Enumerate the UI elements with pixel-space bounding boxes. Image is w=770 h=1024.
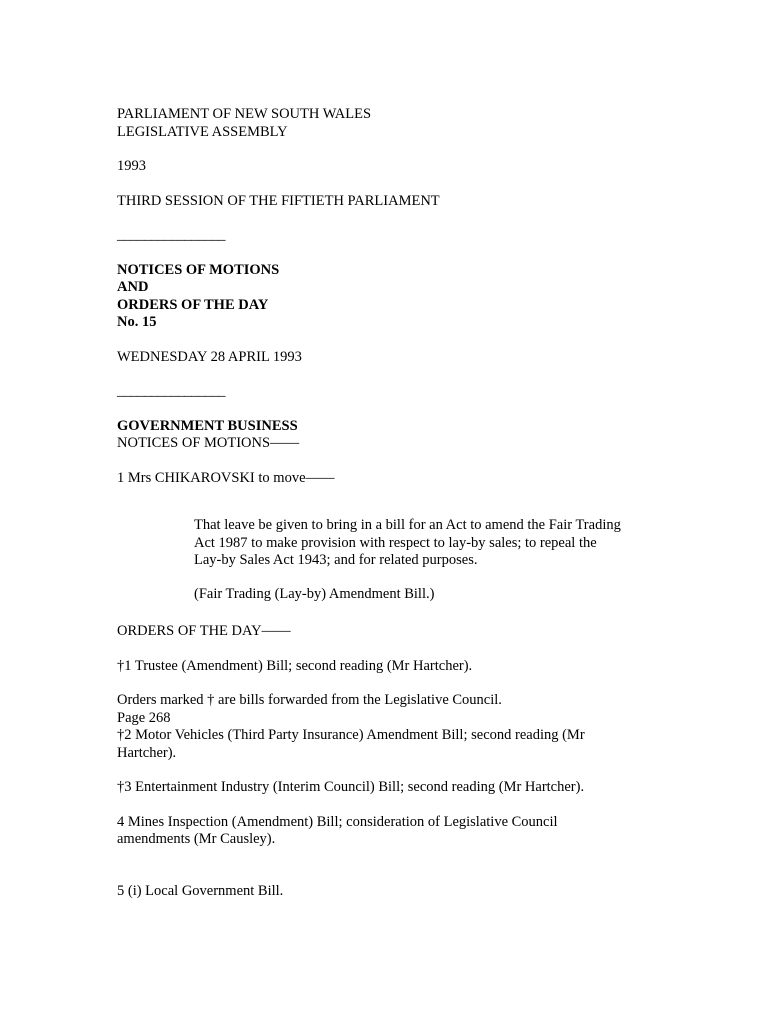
separator-rule-2: ________________ xyxy=(117,383,225,399)
title-orders: ORDERS OF THE DAY xyxy=(117,296,269,313)
house-name: LEGISLATIVE ASSEMBLY xyxy=(117,123,288,140)
motion-body-line: That leave be given to bring in a bill for an Act to amend the Fair Trading xyxy=(194,517,621,533)
order-item: †1 Trustee (Amendment) Bill; second reading (Mr Hartcher). xyxy=(117,657,473,674)
orders-heading: ORDERS OF THE DAY—— xyxy=(117,623,291,639)
section-heading: GOVERNMENT BUSINESS xyxy=(117,417,298,434)
notices-heading: NOTICES OF MOTIONS—— xyxy=(117,435,300,451)
motion-intro: 1 Mrs CHIKAROVSKI to move—— xyxy=(117,469,335,486)
motion-body-line: Lay-by Sales Act 1943; and for related purposes. xyxy=(194,552,478,568)
order-item-cont: amendments (Mr Causley). xyxy=(117,831,276,847)
year: 1993 xyxy=(117,158,146,174)
order-item: 4 Mines Inspection (Amendment) Bill; consideration of Legislative Council xyxy=(117,813,558,830)
motion-body-line: Act 1987 to make provision with respect to lay-by sales; to repeal the xyxy=(194,534,597,551)
order-item: †3 Entertainment Industry (Interim Council) Bill; second reading (Mr Hartcher). xyxy=(117,779,585,795)
title-number: No. 15 xyxy=(117,314,157,330)
document-page xyxy=(117,106,677,900)
page-reference: Page 268 xyxy=(117,709,171,726)
parliament-name: PARLIAMENT OF NEW SOUTH WALES xyxy=(117,106,372,122)
order-item: †2 Motor Vehicles (Third Party Insurance) Amendment Bill; second reading (Mr xyxy=(117,727,585,743)
order-note: Orders marked † are bills forwarded from the Legislative Council. xyxy=(117,692,502,708)
motion-body xyxy=(117,517,677,603)
title-notices: NOTICES OF MOTIONS xyxy=(117,261,280,278)
order-item-cont: Hartcher). xyxy=(117,744,177,761)
title-and: AND xyxy=(117,279,149,295)
order-item: 5 (i) Local Government Bill. xyxy=(117,882,284,899)
sitting-date: WEDNESDAY 28 APRIL 1993 xyxy=(117,348,302,365)
separator-rule: ________________ xyxy=(117,227,225,243)
session-title: THIRD SESSION OF THE FIFTIETH PARLIAMENT xyxy=(117,192,440,209)
motion-bill-title: (Fair Trading (Lay-by) Amendment Bill.) xyxy=(194,585,435,602)
